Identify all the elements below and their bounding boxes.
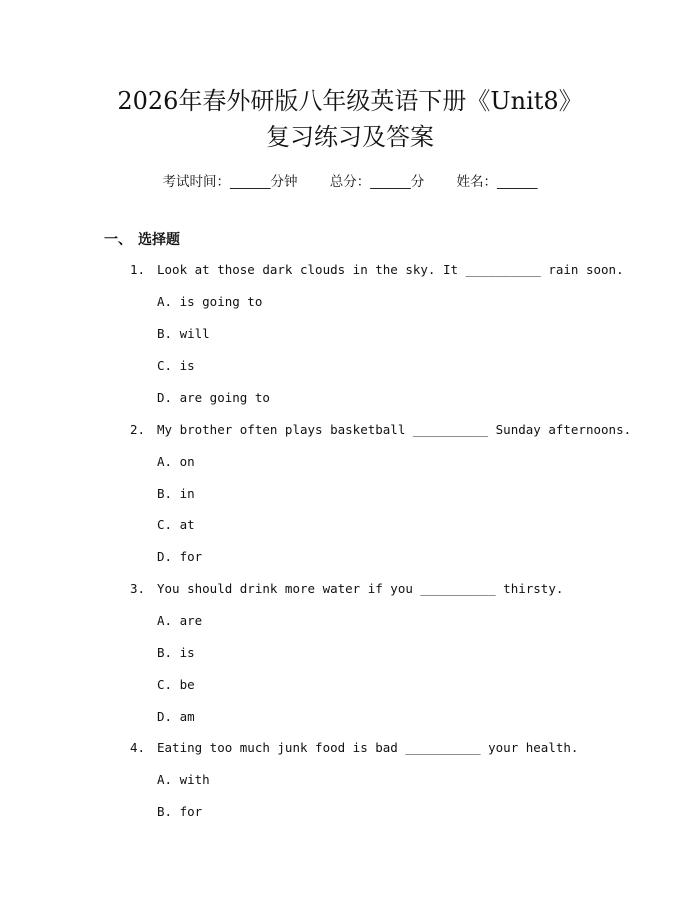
question-number: 1. <box>130 262 146 277</box>
question-1 <box>130 261 624 279</box>
exam-info <box>0 170 700 190</box>
exam-time-field: 考试时间：______分钟 <box>162 174 298 190</box>
question-3-option-a: A. are <box>157 613 203 628</box>
question-1-option-d: D. are going to <box>157 390 270 405</box>
section-heading <box>104 229 180 249</box>
question-number: 2. <box>130 422 146 437</box>
question-text: My brother often plays basketball __________ Sunday afternoons. <box>157 422 632 437</box>
page-subtitle: 复习练习及答案 <box>266 123 434 151</box>
question-4-option-a: A. with <box>157 772 210 787</box>
question-1-option-a: A. is going to <box>157 294 263 309</box>
question-number: 4. <box>130 740 146 755</box>
question-1-option-c: C. is <box>157 358 195 373</box>
question-number: 3. <box>130 581 146 596</box>
question-4 <box>130 739 579 757</box>
question-text: Eating too much junk food is bad __________ your health. <box>157 740 579 755</box>
total-score-field: 总分：______分 <box>329 174 425 190</box>
question-3-option-c: C. be <box>157 677 195 692</box>
section-label: 选择题 <box>138 232 180 248</box>
question-2 <box>130 421 632 439</box>
question-2-option-d: D. for <box>157 549 203 564</box>
question-4-option-b: B. for <box>157 804 203 819</box>
student-name-field: 姓名：______ <box>456 174 538 190</box>
question-2-option-b: B. in <box>157 486 195 501</box>
question-2-option-c: C. at <box>157 517 195 532</box>
question-text: You should drink more water if you __________ thirsty. <box>157 581 564 596</box>
page-title: 2026年春外研版八年级英语下册《Unit8》 <box>117 87 583 115</box>
question-3 <box>130 580 564 598</box>
section-number: 一、 <box>104 232 132 248</box>
question-1-option-b: B. will <box>157 326 210 341</box>
question-2-option-a: A. on <box>157 454 195 469</box>
question-3-option-b: B. is <box>157 645 195 660</box>
question-3-option-d: D. am <box>157 709 195 724</box>
question-text: Look at those dark clouds in the sky. It __________ rain soon. <box>157 262 624 277</box>
